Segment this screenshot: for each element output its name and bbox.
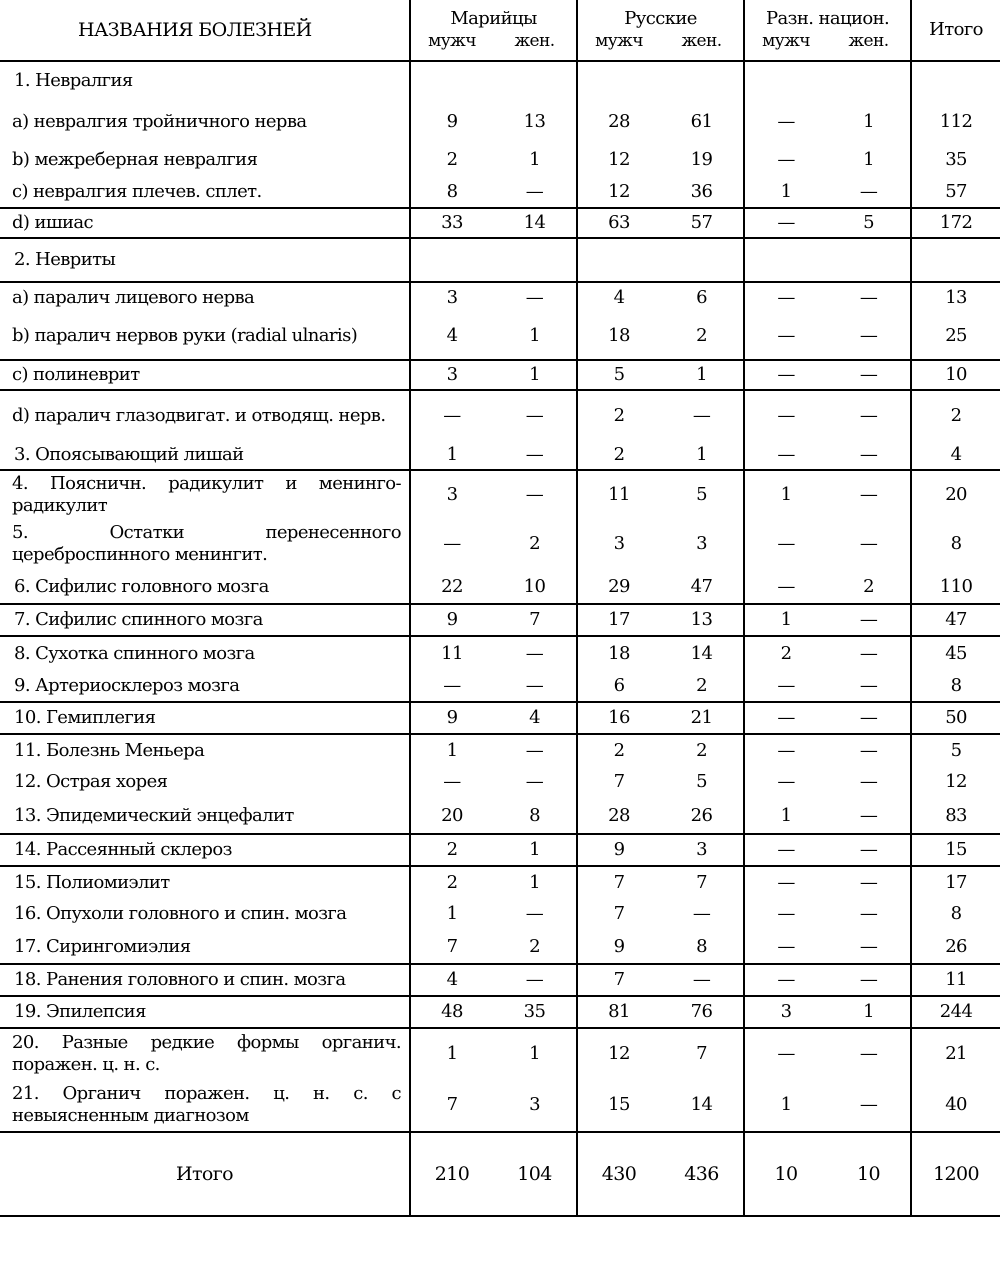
value-cell: 9	[446, 110, 458, 132]
value-cell	[493, 61, 577, 99]
table-row	[0, 798, 1000, 834]
table-row	[0, 702, 1000, 734]
value-cell: 13	[493, 99, 577, 144]
value-cell: 7	[577, 964, 660, 996]
value-cell: 20	[945, 483, 967, 505]
value-cell: 11	[441, 642, 463, 664]
disease-name-cell: 19. Эпилепсия	[0, 996, 410, 1028]
value-cell: —	[827, 702, 911, 734]
value-cell: 33	[410, 208, 493, 238]
subheader-female: жен.	[493, 30, 577, 61]
value-cell: 244	[911, 996, 1000, 1028]
value-cell: —	[827, 636, 911, 670]
value-cell: 11	[608, 483, 630, 505]
value-cell: —	[660, 898, 744, 930]
value-cell: 12	[577, 176, 660, 208]
value-cell: 14	[660, 1078, 744, 1132]
value-cell: 12	[608, 149, 630, 170]
value-cell: 7	[660, 1028, 744, 1078]
value-cell: 9	[410, 604, 493, 636]
value-cell: 47	[911, 604, 1000, 636]
value-cell: —	[493, 390, 577, 440]
disease-name-cell: 4. Поясничн. радикулит и менинго-радикулит	[0, 470, 410, 518]
value-cell: 10	[493, 570, 577, 604]
value-cell: 21	[660, 702, 744, 734]
value-cell: 35	[493, 996, 577, 1028]
value-cell: 3	[613, 533, 625, 554]
value-cell: 7	[613, 771, 625, 792]
disease-name-cell: b) паралич нервов руки (radial ulnaris)	[0, 312, 410, 360]
disease-name-cell: 10. Гемиплегия	[0, 702, 410, 734]
disease-name-cell: 3. Опоясывающий лишай	[0, 440, 410, 470]
disease-name-cell: 15. Полиомиэлит	[0, 866, 410, 898]
disease-name-cell: 7. Сифилис спинного мозга	[0, 604, 410, 636]
value-cell: 2	[577, 440, 660, 470]
value-cell: 2	[827, 570, 911, 604]
value-cell: —	[744, 360, 827, 390]
table-row	[0, 670, 1000, 702]
value-cell: 25	[911, 312, 1000, 360]
disease-name-cell: b) межреберная невралгия	[0, 144, 410, 176]
value-cell: 14	[660, 636, 744, 670]
value-cell: —	[777, 1042, 795, 1064]
value-cell: 4	[410, 964, 493, 996]
value-cell: 8	[410, 176, 493, 208]
value-cell: 1	[827, 144, 911, 176]
value-cell: 50	[911, 702, 1000, 734]
value-cell: 10	[911, 360, 1000, 390]
value-cell: 26	[911, 930, 1000, 964]
value-cell: 1	[493, 144, 577, 176]
value-cell: 3	[446, 483, 458, 505]
value-cell: —	[777, 533, 795, 554]
value-cell: 4	[613, 286, 625, 308]
diseases-column-header: НАЗВАНИЯ БОЛЕЗНЕЙ	[0, 0, 410, 61]
value-cell: —	[744, 834, 827, 866]
value-cell: 35	[945, 149, 967, 170]
value-cell: —	[827, 440, 911, 470]
value-cell: 112	[939, 110, 973, 132]
value-cell: —	[493, 176, 577, 208]
value-cell: 172	[911, 208, 1000, 238]
table-row	[0, 360, 1000, 390]
disease-name-cell: 2. Невриты	[0, 238, 410, 282]
value-cell: —	[827, 176, 911, 208]
value-cell: 1	[827, 99, 911, 144]
value-cell: 63	[577, 208, 660, 238]
disease-name-cell: c) полиневрит	[0, 360, 410, 390]
value-cell: 2	[660, 734, 744, 766]
table-row	[0, 866, 1000, 898]
value-cell: 40	[911, 1078, 1000, 1132]
value-cell: 45	[945, 642, 967, 664]
value-cell: 13	[945, 286, 967, 308]
value-cell: 2	[613, 739, 625, 761]
value-cell: 6	[660, 282, 744, 312]
value-cell: —	[744, 208, 827, 238]
subheader-female: жен.	[827, 30, 911, 61]
value-cell: —	[827, 734, 911, 766]
value-cell: 3	[660, 518, 744, 570]
value-cell: —	[827, 766, 911, 798]
value-cell: 19	[660, 144, 744, 176]
value-cell: —	[777, 404, 795, 426]
value-cell: —	[493, 964, 577, 996]
value-cell: —	[777, 903, 795, 924]
disease-name-cell: 21. Органич поражен. ц. н. с. с невыясненным диагнозом	[0, 1078, 410, 1132]
summary-label: Итого	[0, 1132, 410, 1216]
value-cell: —	[827, 798, 911, 834]
value-cell: —	[827, 518, 911, 570]
value-cell: —	[493, 734, 577, 766]
table-header	[0, 0, 1000, 61]
value-cell: 2	[446, 871, 458, 893]
value-cell: 48	[410, 996, 493, 1028]
disease-name-cell: 12. Острая хорея	[0, 766, 410, 798]
value-cell: 3	[410, 360, 493, 390]
value-cell: —	[443, 404, 461, 426]
value-cell: 57	[660, 208, 744, 238]
value-cell: —	[744, 702, 827, 734]
value-cell: 12	[608, 1042, 630, 1064]
value-cell: 5	[577, 360, 660, 390]
value-cell: 18	[577, 312, 660, 360]
value-cell: —	[443, 771, 461, 792]
value-cell: —	[827, 866, 911, 898]
value-cell: 2	[446, 149, 458, 170]
value-cell	[827, 61, 911, 99]
table-row	[0, 834, 1000, 866]
value-cell: —	[777, 286, 795, 308]
value-cell: 1	[744, 604, 827, 636]
value-cell: 1	[446, 739, 458, 761]
value-cell: 9	[577, 834, 660, 866]
value-cell: 7	[493, 604, 577, 636]
value-cell	[493, 238, 577, 282]
value-cell: 9	[410, 702, 493, 734]
value-cell: 5	[660, 470, 744, 518]
value-cell: 2	[780, 642, 792, 664]
value-cell: —	[744, 570, 827, 604]
group-header-russians: Русские	[577, 0, 744, 30]
value-cell: —	[493, 440, 577, 470]
value-cell	[660, 238, 744, 282]
disease-name-cell: 9. Артериосклероз мозга	[0, 670, 410, 702]
group-header-mari: Марийцы	[410, 0, 577, 30]
value-cell: —	[827, 1078, 911, 1132]
disease-name-cell: d) паралич глазодвигат. и отводящ. нерв.	[0, 390, 410, 440]
value-cell: 1	[410, 440, 493, 470]
table-row	[0, 99, 1000, 144]
value-cell: —	[827, 834, 911, 866]
disease-name-cell: 1. Невралгия	[0, 61, 410, 99]
value-cell: 13	[660, 604, 744, 636]
value-cell: —	[493, 766, 577, 798]
disease-name-cell: a) паралич лицевого нерва	[0, 282, 410, 312]
value-cell	[744, 238, 827, 282]
value-cell	[410, 238, 493, 282]
table-row	[0, 898, 1000, 930]
subheader-male: мужч	[744, 30, 827, 61]
value-cell: 3	[744, 996, 827, 1028]
value-cell: 7	[613, 903, 625, 924]
value-cell: 4	[493, 702, 577, 734]
value-cell: 110	[911, 570, 1000, 604]
value-cell: 1	[493, 360, 577, 390]
disease-name-cell: d) ишиас	[0, 208, 410, 238]
value-cell: 2	[493, 930, 577, 964]
value-cell: 15	[577, 1078, 660, 1132]
value-cell	[660, 61, 744, 99]
table-row	[0, 282, 1000, 312]
value-cell: —	[493, 282, 577, 312]
value-cell: —	[410, 670, 493, 702]
table-row	[0, 996, 1000, 1028]
value-cell: 5	[950, 739, 962, 761]
value-cell: —	[744, 312, 827, 360]
disease-name-cell: 18. Ранения головного и спин. мозга	[0, 964, 410, 996]
disease-name-cell: 11. Болезнь Меньера	[0, 734, 410, 766]
value-cell: —	[827, 964, 911, 996]
value-cell: 7	[410, 1078, 493, 1132]
table-row	[0, 636, 1000, 670]
table-body	[0, 61, 1000, 1216]
table-row	[0, 964, 1000, 996]
value-cell: 1	[493, 1028, 577, 1078]
value-cell: 11	[911, 964, 1000, 996]
value-cell: 16	[577, 702, 660, 734]
value-cell: —	[660, 390, 744, 440]
value-cell: —	[827, 312, 911, 360]
summary-value-cell: 10	[744, 1132, 827, 1216]
value-cell: 18	[608, 642, 630, 664]
value-cell: 22	[410, 570, 493, 604]
value-cell: 76	[660, 996, 744, 1028]
value-cell	[577, 238, 660, 282]
summary-value-cell: 210	[410, 1132, 493, 1216]
table-row	[0, 930, 1000, 964]
value-cell: —	[777, 149, 795, 170]
summary-value-cell: 1200	[911, 1132, 1000, 1216]
value-cell: 3	[493, 1078, 577, 1132]
value-cell: 28	[577, 798, 660, 834]
value-cell: 1	[446, 1042, 458, 1064]
value-cell: 8	[493, 798, 577, 834]
value-cell: 15	[911, 834, 1000, 866]
value-cell: 9	[577, 930, 660, 964]
value-cell: 1	[493, 312, 577, 360]
value-cell	[577, 61, 660, 99]
value-cell: 8	[950, 533, 962, 554]
summary-value-cell: 430	[577, 1132, 660, 1216]
value-cell: 26	[660, 798, 744, 834]
value-cell: 1	[827, 996, 911, 1028]
group-header-other-nationalities: Разн. национ.	[744, 0, 911, 30]
value-cell: —	[493, 898, 577, 930]
disease-name-cell: 17. Сирингомиэлия	[0, 930, 410, 964]
disease-name-cell: 13. Эпидемический энцефалит	[0, 798, 410, 834]
value-cell: 2	[660, 312, 744, 360]
value-cell: —	[827, 930, 911, 964]
table-row	[0, 144, 1000, 176]
table-row	[0, 470, 1000, 518]
value-cell: 21	[945, 1042, 967, 1064]
table-row	[0, 176, 1000, 208]
value-cell: —	[744, 440, 827, 470]
value-cell	[911, 61, 1000, 99]
value-cell: 6	[577, 670, 660, 702]
value-cell: 1	[744, 1078, 827, 1132]
value-cell	[410, 61, 493, 99]
value-cell: —	[827, 604, 911, 636]
value-cell: —	[827, 670, 911, 702]
summary-value-cell: 104	[493, 1132, 577, 1216]
value-cell: —	[660, 964, 744, 996]
subheader-male: мужч	[410, 30, 493, 61]
table-row	[0, 1028, 1000, 1078]
disease-name-cell: 8. Сухотка спинного мозга	[0, 636, 410, 670]
value-cell: 1	[446, 903, 458, 924]
table-row	[0, 312, 1000, 360]
value-cell: 4	[911, 440, 1000, 470]
disease-name-cell: 16. Опухоли головного и спин. мозга	[0, 898, 410, 930]
value-cell: 7	[410, 930, 493, 964]
value-cell: —	[827, 898, 911, 930]
value-cell: 14	[493, 208, 577, 238]
disease-name-cell: a) невралгия тройничного нерва	[0, 99, 410, 144]
value-cell: 28	[608, 110, 630, 132]
value-cell: 8	[950, 903, 962, 924]
table-row	[0, 61, 1000, 99]
value-cell: 8	[911, 670, 1000, 702]
value-cell: 47	[660, 570, 744, 604]
total-column-header: Итого	[911, 0, 1000, 61]
table-row	[0, 518, 1000, 570]
value-cell: 1	[493, 866, 577, 898]
value-cell: 20	[410, 798, 493, 834]
value-cell: 17	[577, 604, 660, 636]
value-cell: 3	[660, 834, 744, 866]
value-cell: —	[443, 533, 461, 554]
value-cell	[744, 61, 827, 99]
value-cell: 36	[660, 176, 744, 208]
value-cell	[827, 238, 911, 282]
summary-value-cell: 10	[827, 1132, 911, 1216]
value-cell: 1	[744, 798, 827, 834]
subheader-male: мужч	[577, 30, 660, 61]
value-cell: 2	[410, 834, 493, 866]
summary-value-cell: 436	[660, 1132, 744, 1216]
table-row	[0, 440, 1000, 470]
value-cell: 7	[613, 871, 625, 893]
table-row	[0, 570, 1000, 604]
value-cell: —	[744, 670, 827, 702]
value-cell: 17	[945, 871, 967, 893]
table-row	[0, 208, 1000, 238]
value-cell: —	[777, 739, 795, 761]
value-cell: 61	[660, 99, 744, 144]
disease-name-cell: 5. Остатки перенесенного цереброспинного менингит.	[0, 518, 410, 570]
value-cell: 1	[780, 483, 792, 505]
value-cell: 4	[410, 312, 493, 360]
value-cell: 83	[911, 798, 1000, 834]
value-cell: 1	[660, 360, 744, 390]
value-cell: —	[744, 930, 827, 964]
value-cell: —	[744, 964, 827, 996]
value-cell: —	[827, 1028, 911, 1078]
value-cell: —	[493, 670, 577, 702]
value-cell: 5	[827, 208, 911, 238]
disease-name-cell: c) невралгия плечев. сплет.	[0, 176, 410, 208]
value-cell: —	[777, 771, 795, 792]
table-row	[0, 766, 1000, 798]
subheader-female: жен.	[660, 30, 744, 61]
value-cell: 2	[493, 518, 577, 570]
disease-name-cell: 14. Рассеянный склероз	[0, 834, 410, 866]
value-cell: 2	[660, 670, 744, 702]
summary-row	[0, 1132, 1000, 1216]
value-cell: 57	[911, 176, 1000, 208]
value-cell: —	[777, 871, 795, 893]
value-cell: 5	[660, 766, 744, 798]
disease-name-cell: 20. Разные редкие формы органич. поражен. ц. н. с.	[0, 1028, 410, 1078]
value-cell: —	[777, 110, 795, 132]
value-cell: —	[827, 470, 911, 518]
disease-name-cell: 6. Сифилис головного мозга	[0, 570, 410, 604]
value-cell: 8	[660, 930, 744, 964]
value-cell: 81	[577, 996, 660, 1028]
table-row	[0, 390, 1000, 440]
value-cell: 2	[950, 404, 962, 426]
value-cell: —	[827, 360, 911, 390]
value-cell: 1	[744, 176, 827, 208]
table-row	[0, 238, 1000, 282]
value-cell: 3	[446, 286, 458, 308]
value-cell: —	[827, 390, 911, 440]
value-cell: 1	[493, 834, 577, 866]
table-row	[0, 1078, 1000, 1132]
value-cell: 7	[660, 866, 744, 898]
value-cell: 29	[577, 570, 660, 604]
value-cell: —	[827, 282, 911, 312]
value-cell: 12	[945, 771, 967, 792]
value-cell: —	[493, 470, 577, 518]
table-row	[0, 734, 1000, 766]
value-cell: 2	[613, 404, 625, 426]
value-cell: —	[493, 636, 577, 670]
value-cell: 1	[660, 440, 744, 470]
table-row	[0, 604, 1000, 636]
value-cell	[911, 238, 1000, 282]
